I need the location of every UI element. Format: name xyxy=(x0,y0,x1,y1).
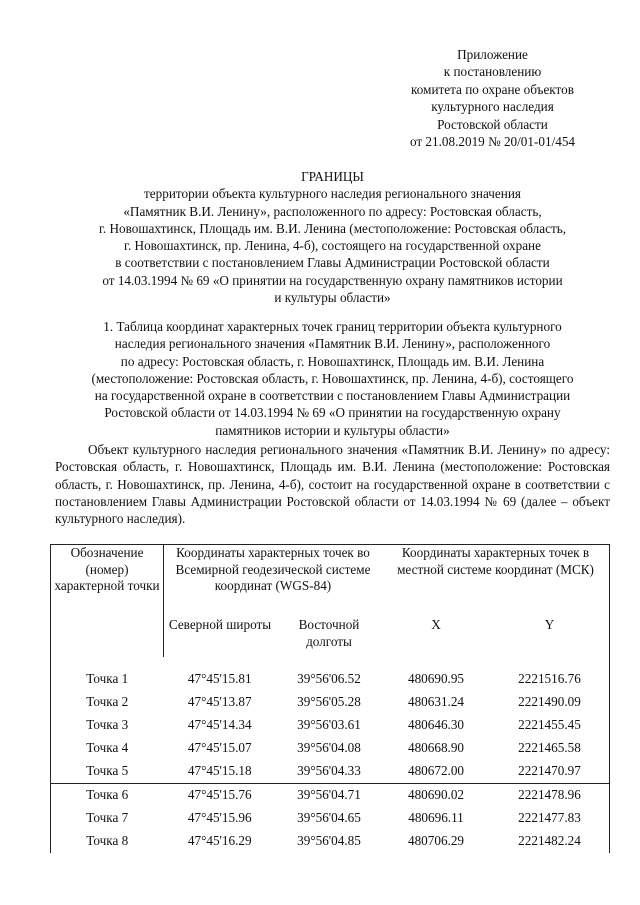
subheader-x: X xyxy=(431,617,441,632)
body-paragraph: Объект культурного наследия регионального значения «Памятник В.И. Ленину» по адресу: Ростовская область, г. Новошахтинск, Площадь им. В.И. Ленина (местоположение: Ростовская область, г. Новошахтинск, пр. Ленина, 4-б), состоит на государственной охране в соответствии с постановлением Главы Администрации Ростовской области от 14.03.1994 № 69 (далее – объект культурного наследия). xyxy=(55,442,610,527)
coord-y: 2221516.76 xyxy=(490,657,610,691)
appendix-line: комитета по охране объектов xyxy=(411,81,574,97)
coord-y: 2221470.97 xyxy=(490,760,610,784)
north-latitude: 47°45'13.87 xyxy=(187,694,252,710)
point-name: Точка 8 xyxy=(51,830,164,853)
title-line: территории объекта культурного наследия регионального значения xyxy=(144,186,521,202)
point-name: Точка 1 xyxy=(51,657,164,691)
title-heading: ГРАНИЦЫ xyxy=(301,169,364,184)
table-row xyxy=(51,830,610,853)
coord-y: 2221482.24 xyxy=(490,830,610,853)
subheader-y: Y xyxy=(490,617,610,657)
header-wgs: Координаты характерных точек во Всемирной геодезической системе координат (WGS-84) xyxy=(164,545,383,618)
coord-x: 480646.30 xyxy=(407,717,465,733)
coord-y: 2221477.83 xyxy=(490,807,610,830)
section-line: наследия регионального значения «Памятник В.И. Ленину», расположенного xyxy=(114,336,551,352)
document-title xyxy=(55,168,610,306)
east-longitude: 39°56'06.52 xyxy=(297,670,361,686)
appendix-line: культурного наследия xyxy=(431,99,554,115)
coord-x: 480668.90 xyxy=(407,740,465,756)
coordinates-table xyxy=(50,544,610,853)
table-row xyxy=(51,807,610,830)
east-longitude: 39°56'04.65 xyxy=(297,810,361,826)
east-longitude: 39°56'04.71 xyxy=(276,784,382,808)
header-point-name: Обозначение (номер) характерной точки xyxy=(51,545,164,658)
north-latitude: 47°45'15.76 xyxy=(164,784,277,808)
title-line: и культуры области» xyxy=(274,290,391,306)
appendix-line: Ростовской области xyxy=(437,116,548,132)
point-name: Точка 4 xyxy=(51,737,164,760)
east-longitude: 39°56'05.28 xyxy=(297,694,361,710)
table-row xyxy=(51,737,610,760)
table-row xyxy=(51,657,610,691)
appendix-block xyxy=(390,46,595,150)
title-line: «Памятник В.И. Ленину», расположенного по адресу: Ростовская область, xyxy=(123,203,542,219)
section-line: (местоположение: Ростовская область, г. Новошахтинск, пр. Ленина, 4-б), состоящего xyxy=(91,370,574,386)
east-longitude: 39°56'03.61 xyxy=(297,717,361,733)
north-latitude: 47°45'15.18 xyxy=(187,763,252,779)
point-name: Точка 5 xyxy=(51,760,164,784)
table-row xyxy=(51,714,610,737)
coord-x: 480696.11 xyxy=(408,810,464,826)
appendix-line: от 21.08.2019 № 20/01-01/454 xyxy=(409,134,576,150)
title-line: от 14.03.1994 № 69 «О принятии на государственную охрану памятников истории xyxy=(102,272,563,288)
table-row xyxy=(51,760,610,784)
header-msk: Координаты характерных точек в местной системе координат (МСК) xyxy=(382,545,610,618)
coord-y: 2221490.09 xyxy=(490,691,610,714)
section-line: памятников истории и культуры области» xyxy=(215,422,450,438)
title-line: г. Новошахтинск, Площадь им. В.И. Ленина (местоположение: Ростовская область, xyxy=(98,220,567,236)
point-name: Точка 7 xyxy=(51,807,164,830)
point-name: Точка 2 xyxy=(51,691,164,714)
coord-y: 2221455.45 xyxy=(490,714,610,737)
north-latitude: 47°45'16.29 xyxy=(187,833,252,849)
north-latitude: 47°45'14.34 xyxy=(187,717,252,733)
north-latitude: 47°45'15.96 xyxy=(187,810,252,826)
subheader-east: Восточной долготы xyxy=(298,617,360,649)
appendix-line: к постановлению xyxy=(443,64,542,80)
appendix-line: Приложение xyxy=(457,47,528,62)
east-longitude: 39°56'04.08 xyxy=(297,740,361,756)
title-line: г. Новошахтинск, пр. Ленина, 4-б), состоящего на государственной охране xyxy=(124,238,541,254)
coord-x: 480706.29 xyxy=(407,833,465,849)
subheader-north: Северной широты xyxy=(168,617,272,632)
coord-x: 480690.02 xyxy=(382,784,490,808)
section-line: по адресу: Ростовская область, г. Новошахтинск, Площадь им. В.И. Ленина xyxy=(120,353,545,369)
section-line: Ростовской области от 14.03.1994 № 69 «О принятии на государственную охрану xyxy=(104,405,561,421)
north-latitude: 47°45'15.81 xyxy=(187,670,252,686)
title-line: в соответствии с постановлением Главы Администрации Ростовской области xyxy=(115,255,550,271)
coord-x: 480631.24 xyxy=(407,694,465,710)
coord-x: 480690.95 xyxy=(407,670,465,686)
coord-x: 480672.00 xyxy=(407,763,465,779)
point-name: Точка 6 xyxy=(51,784,164,808)
table-row xyxy=(51,691,610,714)
section-heading xyxy=(55,318,610,439)
east-longitude: 39°56'04.33 xyxy=(297,763,361,779)
section-line: на государственной охране в соответствии с постановлением Главы Администрации xyxy=(94,388,571,404)
table-row xyxy=(51,784,610,808)
coord-y: 2221478.96 xyxy=(490,784,610,808)
point-name: Точка 3 xyxy=(51,714,164,737)
north-latitude: 47°45'15.07 xyxy=(187,740,252,756)
section-line: 1. Таблица координат характерных точек границ территории объекта культурного xyxy=(103,319,562,334)
coord-y: 2221465.58 xyxy=(490,737,610,760)
east-longitude: 39°56'04.85 xyxy=(297,833,361,849)
